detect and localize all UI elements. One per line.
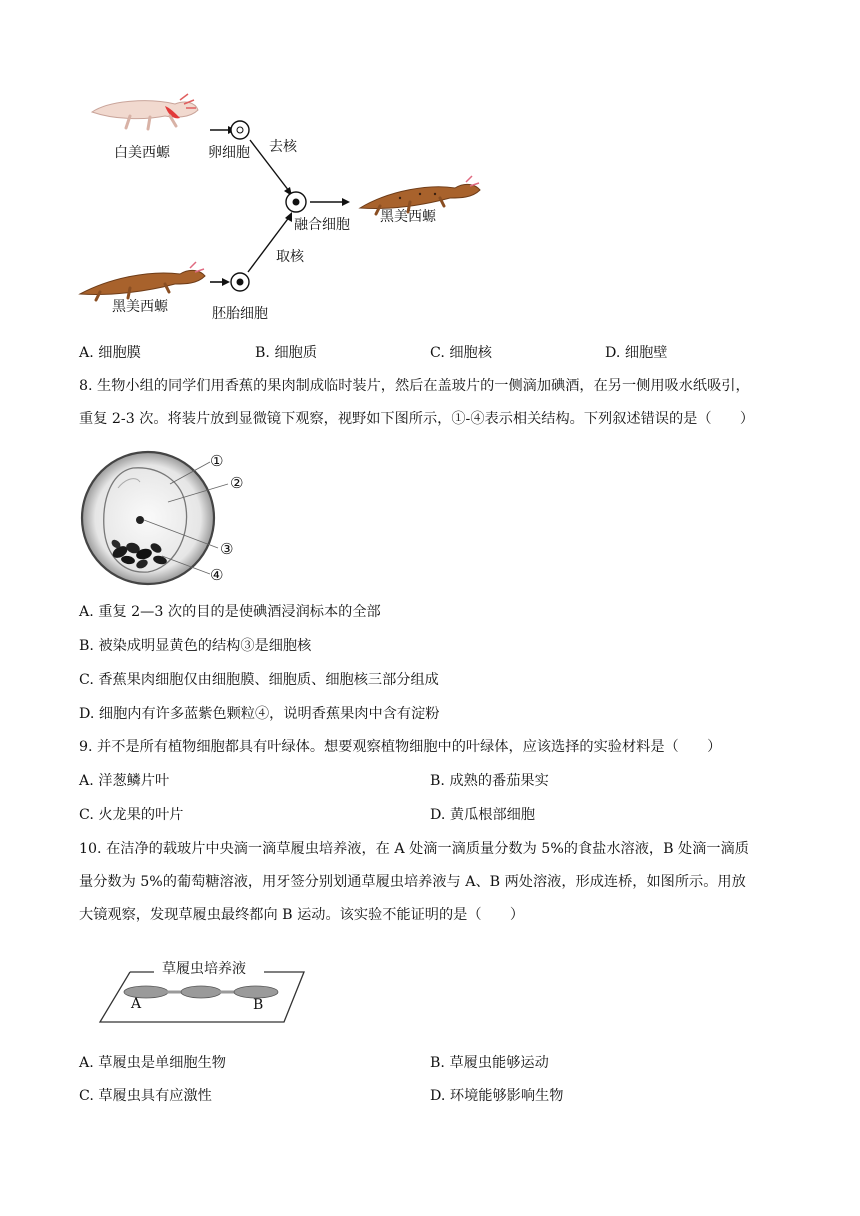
q10-stem-line2: 量分数为 5%的葡萄糖溶液，用牙签分别划通草履虫培养液与 A、B 两处溶液，形成连桥，如图所示。用放 bbox=[79, 874, 746, 890]
marker-1: ① bbox=[210, 452, 224, 470]
q10-figure-title: 草履虫培养液 bbox=[158, 958, 250, 978]
marker-3: ③ bbox=[220, 540, 234, 558]
label-white-axolotl: 白美西螈 bbox=[114, 145, 170, 161]
q8-option-b[interactable]: B. 被染成明显黄色的结构③是细胞核 bbox=[79, 638, 312, 654]
q9-option-c[interactable]: C. 火龙果的叶片 bbox=[79, 807, 184, 823]
q8-figure-microscope-view bbox=[78, 448, 258, 588]
q10-label-b: B bbox=[253, 997, 264, 1013]
label-take-nucleus: 取核 bbox=[276, 249, 304, 265]
q10-label-a: A bbox=[131, 996, 142, 1012]
q10-stem-line3: 大镜观察，发现草履虫最终都向 B 运动。该实验不能证明的是（ ） bbox=[79, 907, 525, 923]
q8-stem-line2: 重复 2-3 次。将装片放到显微镜下观察，视野如下图所示，①-④表示相关结构。下列叙述错误的是（ ） bbox=[79, 411, 755, 427]
q10-stem-line1: 10. 在洁净的载玻片中央滴一滴草履虫培养液，在 A 处滴一滴质量分数为 5%的食盐水溶液，B 处滴一滴质 bbox=[79, 841, 749, 857]
white-axolotl-image bbox=[92, 94, 198, 129]
drop-culture bbox=[181, 986, 221, 998]
label-black-axolotl-source: 黑美西螈 bbox=[112, 299, 168, 315]
q10-option-b[interactable]: B. 草履虫能够运动 bbox=[430, 1055, 549, 1071]
q9-stem: 9. 并不是所有植物细胞都具有叶绿体。想要观察植物细胞中的叶绿体，应该选择的实验材料是（ ） bbox=[79, 739, 722, 755]
q7-option-d[interactable]: D. 细胞壁 bbox=[605, 345, 668, 361]
q7-option-b[interactable]: B. 细胞质 bbox=[255, 345, 318, 361]
black-axolotl-source-image bbox=[80, 262, 205, 300]
q8-option-d[interactable]: D. 细胞内有许多蓝紫色颗粒④，说明香蕉果肉中含有淀粉 bbox=[79, 706, 440, 722]
label-egg-cell: 卵细胞 bbox=[208, 145, 250, 161]
label-fused-cell: 融合细胞 bbox=[294, 217, 350, 233]
marker-2: ② bbox=[230, 474, 244, 492]
q8-stem-line1: 8. 生物小组的同学们用香蕉的果肉制成临时装片，然后在盖玻片的一侧滴加碘酒，在另一侧用吸水纸吸引， bbox=[79, 378, 750, 394]
q9-option-b[interactable]: B. 成熟的番茄果实 bbox=[430, 773, 549, 789]
marker-4: ④ bbox=[210, 566, 224, 584]
label-black-axolotl-result: 黑美西螈 bbox=[380, 209, 436, 225]
q8-option-c[interactable]: C. 香蕉果肉细胞仅由细胞膜、细胞质、细胞核三部分组成 bbox=[79, 672, 439, 688]
q7-option-a[interactable]: A. 细胞膜 bbox=[79, 345, 141, 361]
q8-option-a[interactable]: A. 重复 2—3 次的目的是使碘酒浸润标本的全部 bbox=[79, 604, 381, 620]
q8-figure-svg bbox=[78, 448, 258, 588]
q7-option-c[interactable]: C. 细胞核 bbox=[430, 345, 492, 361]
field-of-view bbox=[82, 452, 214, 584]
label-remove-nucleus: 去核 bbox=[269, 139, 297, 155]
q10-option-d[interactable]: D. 环境能够影响生物 bbox=[430, 1088, 564, 1104]
q9-option-a[interactable]: A. 洋葱鳞片叶 bbox=[79, 773, 170, 789]
q10-option-a[interactable]: A. 草履虫是单细胞生物 bbox=[79, 1055, 226, 1071]
q9-option-d[interactable]: D. 黄瓜根部细胞 bbox=[430, 807, 536, 823]
label-embryo-cell: 胚胎细胞 bbox=[212, 306, 268, 322]
q10-option-c[interactable]: C. 草履虫具有应激性 bbox=[79, 1088, 212, 1104]
nucleus-structure-3 bbox=[136, 516, 144, 524]
